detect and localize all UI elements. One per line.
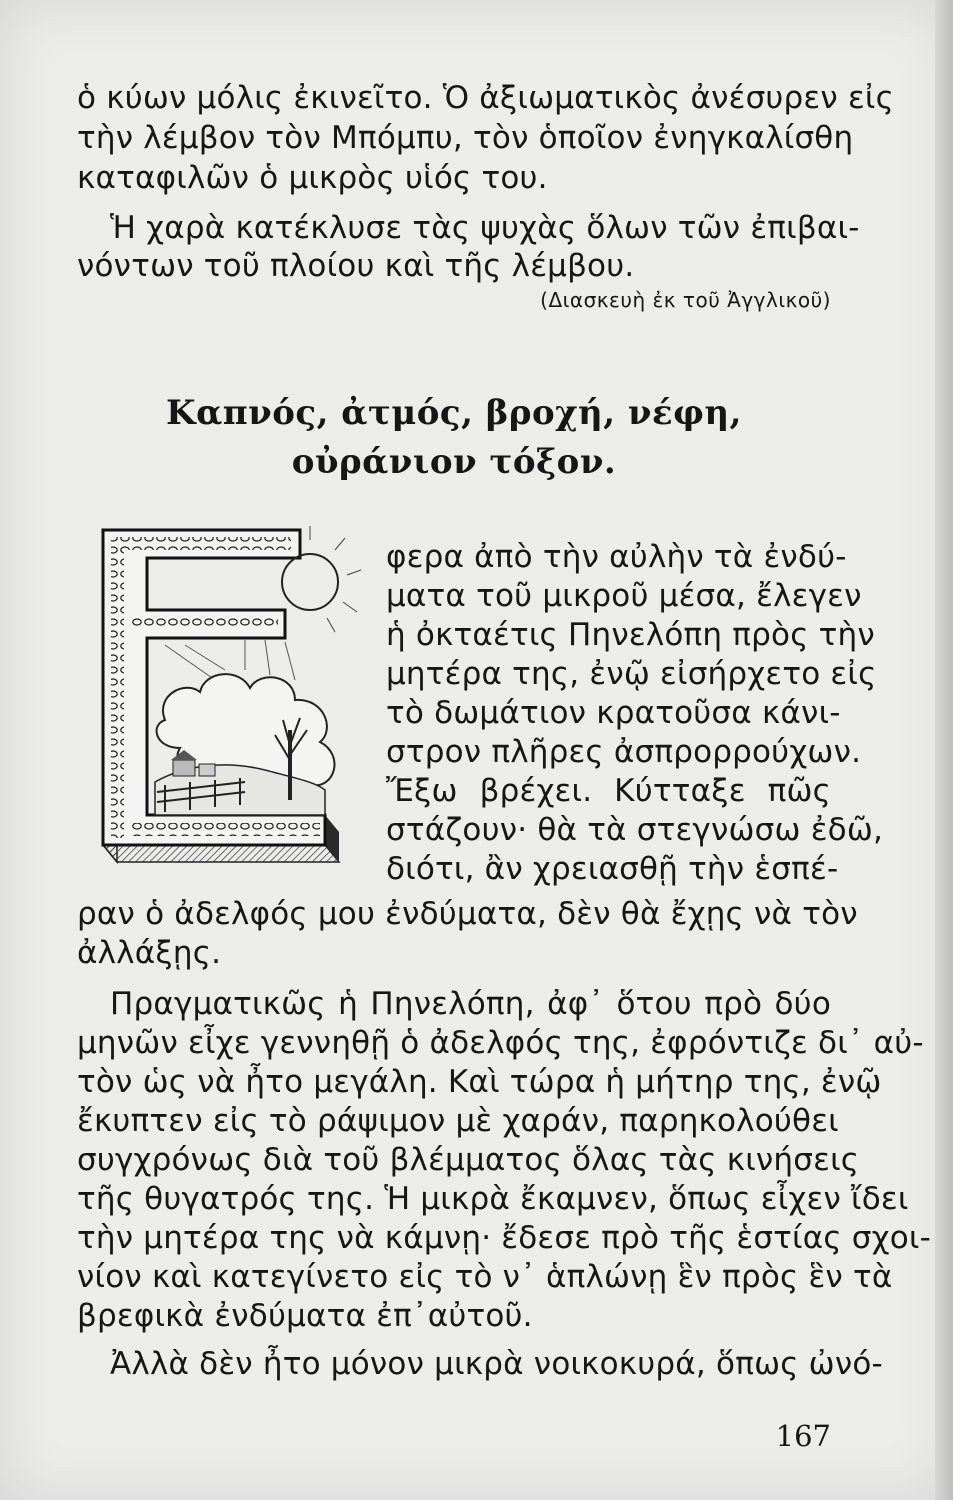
text-line: βρεφικὰ ἐνδύματα ἐπ᾽αὐτοῦ. bbox=[77, 1298, 533, 1334]
text-line: μηνῶν εἶχε γεννηθῇ ὁ ἀδελφός της, ἐφρόντιζε δι᾽ αὐ- bbox=[77, 1025, 924, 1061]
text-line: τὸν ὡς νὰ ἦτο μεγάλη. Καὶ τώρα ἡ μήτηρ της, ἐνῷ bbox=[77, 1064, 882, 1100]
text-line: τὴν λέμβον τὸν Μπόμπυ, τὸν ὁποῖον ἐνηγκαλίσθη bbox=[77, 120, 854, 156]
text-line: ἔκυπτεν εἰς τὸ ράψιμον μὲ χαράν, παρηκολούθει bbox=[77, 1103, 839, 1139]
page-edge bbox=[935, 0, 953, 1500]
text-line: Πραγματικῶς ἡ Πηνελόπη, ἀφ᾽ ὅτου πρὸ δύο bbox=[110, 986, 831, 1022]
text-line: νίον καὶ κατεγίνετο εἰς τὸ ν᾽ ἁπλώνῃ ἓν πρὸς ἓν τὰ bbox=[77, 1259, 893, 1295]
text-line: ἀλλάξῃς. bbox=[77, 935, 222, 971]
text-line: ματα τοῦ μικροῦ μέσα, ἔλεγεν bbox=[386, 578, 862, 614]
text-line: τὸ δωμάτιον κρατοῦσα κάνι- bbox=[386, 695, 841, 731]
text-line: ὁ κύων μόλις ἐκινεῖτο. Ὁ ἀξιωματικὸς ἀνέσυρεν εἰς bbox=[77, 80, 894, 116]
text-line: Ἔξω βρέχει. Κύτταξε πῶς bbox=[386, 773, 831, 809]
text-line: ραν ὁ ἀδελφός μου ἐνδύματα, δὲν θὰ ἔχῃς νὰ τὸν bbox=[77, 896, 858, 932]
dropcap-e-illustration bbox=[95, 520, 365, 875]
dropcap-letter: Ε bbox=[95, 520, 96, 521]
text-line: τὴν μητέρα της νὰ κάμνῃ· ἔδεσε πρὸ τῆς ἑστίας σχοι- bbox=[77, 1220, 931, 1256]
text-line: στρον πλῆρες ἀσπρορρούχων. bbox=[386, 734, 862, 770]
text-line: διότι, ἂν χρειασθῇ τὴν ἑσπέ- bbox=[386, 851, 839, 887]
text-line: τῆς θυγατρός της. Ἡ μικρὰ ἔκαμνεν, ὅπως εἶχεν ἴδει bbox=[77, 1181, 909, 1217]
text-line: ἡ ὀκταέτις Πηνελόπη πρὸς τὴν bbox=[386, 617, 875, 653]
text-line: καταφιλῶν ὁ μικρὸς υἱός του. bbox=[77, 160, 548, 196]
text-line: συγχρόνως διὰ τοῦ βλέμματος ὅλας τὰς κινήσεις bbox=[77, 1142, 860, 1178]
illustrated-dropcap bbox=[95, 520, 365, 875]
text-line: φερα ἀπὸ τὴν αὐλὴν τὰ ἐνδύ- bbox=[386, 539, 847, 575]
text-line: Ἀλλὰ δὲν ἦτο μόνον μικρὰ νοικοκυρά, ὅπως ὠνό- bbox=[110, 1346, 883, 1382]
chapter-title-line-1: Καπνός, ἀτμός, βροχή, νέφη, bbox=[166, 393, 742, 433]
page-number: 167 bbox=[775, 1419, 831, 1453]
text-line: νόντων τοῦ πλοίου καὶ τῆς λέμβου. bbox=[77, 248, 635, 284]
text-line: μητέρα της, ἐνῷ εἰσήρχετο εἰς bbox=[386, 656, 877, 692]
chapter-title-line-2: οὐράνιον τόξον. bbox=[291, 442, 617, 482]
text-line: στάζουν· θὰ τὰ στεγνώσω ἐδῶ, bbox=[386, 812, 884, 848]
attribution: (Διασκευὴ ἐκ τοῦ Ἀγγλικοῦ) bbox=[540, 288, 831, 312]
text-line: Ἡ χαρὰ κατέκλυσε τὰς ψυχὰς ὅλων τῶν ἐπιβαι- bbox=[110, 210, 860, 246]
